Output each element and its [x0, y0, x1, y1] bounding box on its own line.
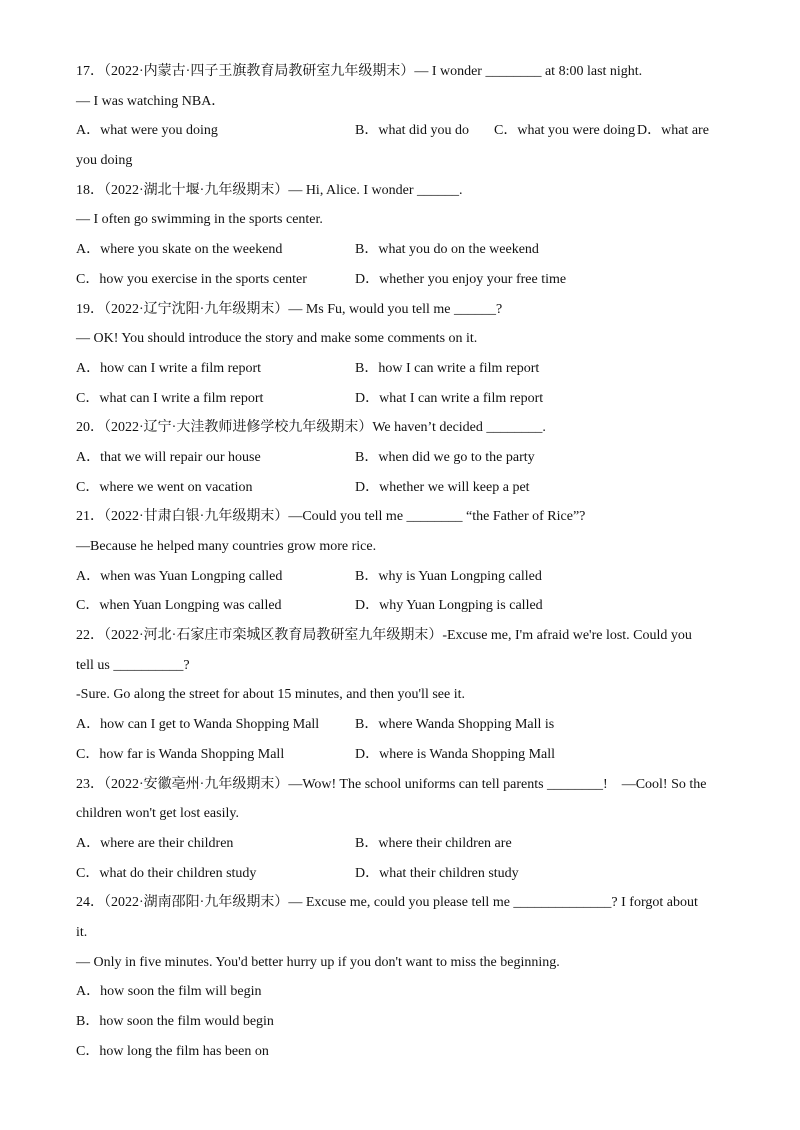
question-23-option-a: A．where are their children [76, 835, 234, 851]
question-19-options-cd [76, 390, 730, 420]
question-21-option-a: A．when was Yuan Longping called [76, 568, 283, 584]
question-23-options-ab [76, 835, 730, 865]
question-20-option-a: A．that we will repair our house [76, 449, 261, 465]
question-17-dialog: — I was watching NBA． [76, 93, 226, 109]
question-20-option-c: C．where we went on vacation [76, 479, 253, 495]
question-22-option-c: C．how far is Wanda Shopping Mall [76, 746, 285, 762]
question-18-stem: 18．（2022·湖北十堰·九年级期末）— Hi, Alice. I wonder ______. [76, 182, 463, 198]
question-24-option-b: B．how soon the film would begin [76, 1014, 274, 1029]
question-22-options-cd [76, 746, 730, 776]
question-17-options [76, 122, 730, 152]
question-17-option-c: C．what you were doing [494, 123, 636, 139]
question-22-options-ab [76, 716, 730, 746]
question-22-stem-cont: tell us __________? [76, 657, 190, 673]
question-19-options-ab [76, 360, 730, 390]
question-22-option-b: B．where Wanda Shopping Mall is [355, 717, 555, 733]
question-19-dialog: — OK! You should introduce the story and make some comments on it. [76, 331, 478, 347]
question-20-options-cd [76, 479, 730, 509]
question-17-option-b: B．what did you do [355, 123, 469, 139]
question-24-stem: 24．（2022·湖南邵阳·九年级期末）— Excuse me, could you please tell me ______________? I forgot about [76, 895, 698, 911]
question-18-option-a: A．where you skate on the weekend [76, 242, 283, 258]
question-21-option-d: D．why Yuan Longping is called [355, 598, 543, 614]
question-18-options-ab [76, 241, 730, 271]
question-24-option-a: A．how soon the film will begin [76, 984, 262, 1000]
question-19-option-d: D．what I can write a film report [355, 390, 544, 406]
question-21-dialog: —Because he helped many countries grow more rice. [76, 539, 377, 554]
question-18-option-b: B．what you do on the weekend [355, 242, 539, 258]
question-21-option-b: B．why is Yuan Longping called [355, 568, 542, 584]
question-19-option-c: C．what can I write a film report [76, 390, 264, 406]
question-23-options-cd [76, 865, 730, 895]
question-23-stem: 23．（2022·安徽亳州·九年级期末）—Wow! The school uniforms can tell parents ________! —Cool! So the [76, 776, 707, 792]
question-21-options-ab [76, 568, 730, 598]
question-22-option-d: D．where is Wanda Shopping Mall [355, 746, 556, 762]
question-20-stem: 20．（2022·辽宁·大洼教师进修学校九年级期末）We haven’t decided ________. [76, 420, 546, 436]
question-24-stem-cont: it. [76, 924, 88, 940]
question-23-option-b: B．where their children are [355, 835, 512, 851]
question-22-dialog: -Sure. Go along the street for about 15 minutes, and then you'll see it. [76, 687, 465, 703]
question-17-stem: 17．（2022·内蒙古·四子王旗教育局教研室九年级期末）— I wonder ________ at 8:00 last night. [76, 64, 643, 79]
question-18-option-d: D．whether you enjoy your free time [355, 271, 567, 287]
question-20-option-d: D．whether we will keep a pet [355, 479, 530, 495]
question-17-option-a: A．what were you doing [76, 123, 218, 139]
question-23-option-c: C．what do their children study [76, 865, 257, 881]
question-18-option-c: C．how you exercise in the sports center [76, 271, 307, 287]
question-21-stem: 21．（2022·甘肃白银·九年级期末）—Could you tell me ________ “the Father of Rice”? [76, 509, 586, 525]
question-24-dialog: — Only in five minutes. You'd better hurry up if you don't want to miss the beginning. [76, 954, 560, 970]
question-22-stem: 22．（2022·河北·石家庄市栾城区教育局教研室九年级期末）-Excuse me, I'm afraid we're lost. Could you [76, 628, 692, 644]
question-23-stem-cont: children won't get lost easily. [76, 806, 239, 822]
question-18-dialog: — I often go swimming in the sports center. [76, 212, 323, 228]
question-20-options-ab [76, 449, 730, 479]
question-20-option-b: B．when did we go to the party [355, 449, 535, 465]
question-24-option-c: C．how long the film has been on [76, 1043, 269, 1059]
question-19-option-a: A．how can I write a film report [76, 360, 262, 376]
question-18-options-cd [76, 271, 730, 301]
question-17-option-d-cont: you doing [76, 153, 133, 169]
question-23-option-d: D．what their children study [355, 865, 519, 881]
question-21-options-cd [76, 597, 730, 627]
question-19-stem: 19．（2022·辽宁沈阳·九年级期末）— Ms Fu, would you tell me ______? [76, 301, 503, 317]
question-21-option-c: C．when Yuan Longping was called [76, 598, 282, 614]
question-17-option-d: D．what are [637, 123, 709, 139]
question-19-option-b: B．how I can write a film report [355, 360, 540, 376]
question-22-option-a: A．how can I get to Wanda Shopping Mall [76, 717, 320, 733]
